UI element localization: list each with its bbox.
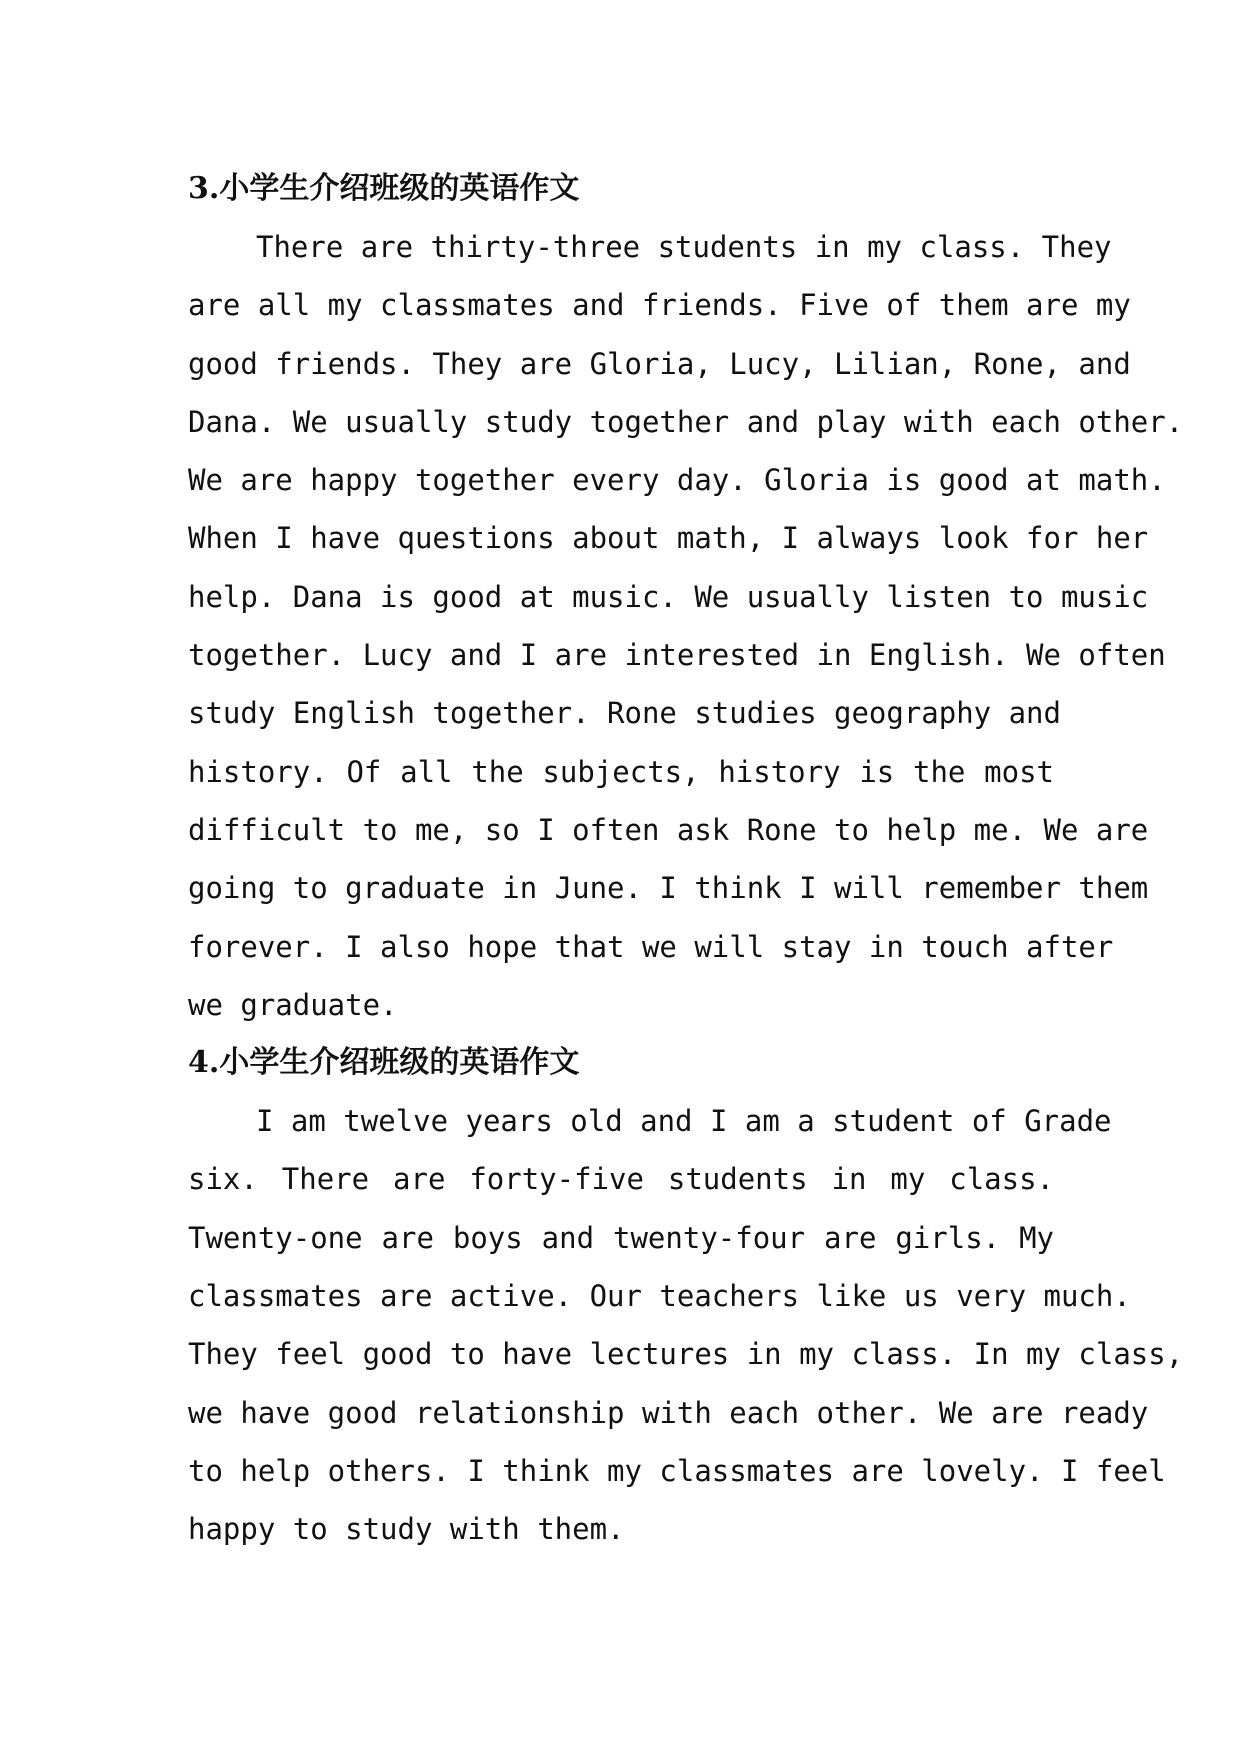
paragraph-line: They feel good to have lectures in my class. In my class, [188, 1337, 1184, 1372]
paragraph-line: happy to study with them. [188, 1512, 625, 1547]
paragraph-line: are all my classmates and friends. Five of them are my [188, 288, 1131, 323]
essay-paragraph [188, 218, 1184, 1034]
paragraph-line: going to graduate in June. I think I will remember them [188, 871, 1149, 906]
paragraph-line: we graduate. [188, 987, 398, 1022]
paragraph-line: we have good relationship with each other. We are ready [188, 1395, 1149, 1430]
paragraph-line: together. Lucy and I are interested in English. We often [188, 638, 1166, 673]
paragraph-line: to help others. I think my classmates are lovely. I feel [188, 1453, 1166, 1488]
paragraph-line: Twenty-one are boys and twenty-four are girls. My [188, 1220, 1054, 1255]
paragraph-line: I am twelve years old and I am a student of Grade [256, 1104, 1112, 1139]
paragraph-line: study English together. Rone studies geography and [188, 696, 1061, 731]
paragraph-line: six. There are forty-five students in my class. [188, 1162, 1054, 1197]
paragraph-line: There are thirty-three students in my class. They [256, 230, 1112, 264]
paragraph-line: Dana. We usually study together and play with each other. [188, 404, 1184, 439]
section-heading: 4.小学生介绍班级的英语作文 [188, 1045, 580, 1081]
document-page [188, 160, 1184, 1559]
essay-paragraph [188, 1092, 1184, 1558]
paragraph-line: history. Of all the subjects, history is the most [188, 754, 1054, 789]
paragraph-line: difficult to me, so I often ask Rone to help me. We are [188, 812, 1149, 847]
paragraph-line: forever. I also hope that we will stay in touch after [188, 929, 1114, 964]
paragraph-line: When I have questions about math, I always look for her [188, 521, 1149, 556]
essay-section-3 [188, 160, 1184, 1034]
paragraph-line: classmates are active. Our teachers like us very much. [188, 1279, 1131, 1314]
essay-section-4 [188, 1034, 1184, 1558]
paragraph-line: We are happy together every day. Gloria is good at math. [188, 463, 1166, 498]
paragraph-line: help. Dana is good at music. We usually listen to music [188, 579, 1149, 614]
section-heading: 3.小学生介绍班级的英语作文 [188, 171, 580, 206]
paragraph-line: good friends. They are Gloria, Lucy, Lilian, Rone, and [188, 346, 1131, 381]
